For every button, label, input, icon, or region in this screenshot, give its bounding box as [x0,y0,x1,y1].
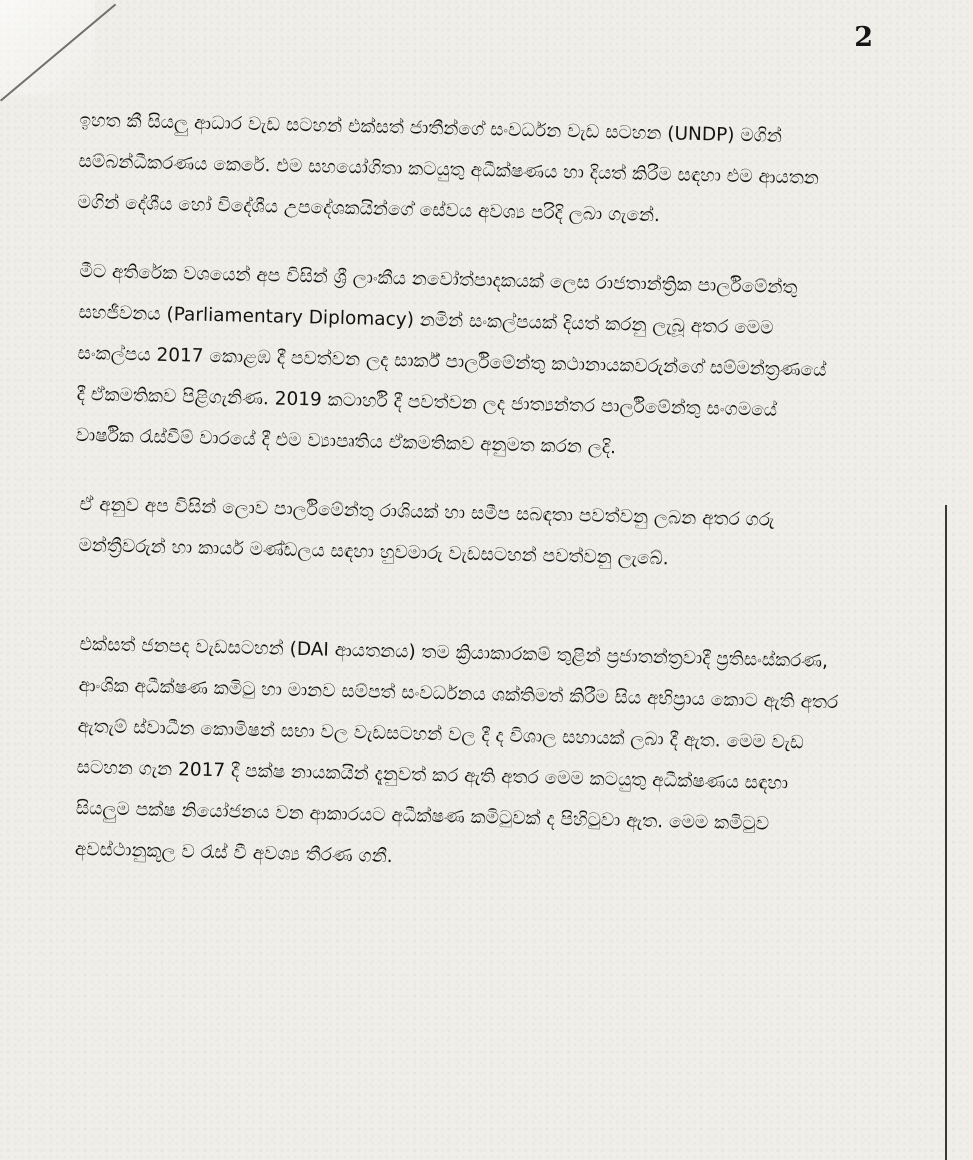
paragraph-undp: ඉහත කී සියලු ආධාර වැඩ සටහන් එක්සත් ජාතීන්ගේ සංවර්ධන වැඩ සටහන (UNDP) මගින් සම්බන්ධීකරණය කෙරේ. එම සහයෝගිතා කටයුතු අධීක්ෂණය හා දියත් කිරීම සඳහා එම ආයතන මගින් දේශීය හෝ විදේශීය උපදේශකයින්ගේ සේවය අවශ්‍ය පරිදි ලබා ගැනේ. [77,109,820,227]
paragraph-exchange-programs: ඒ අනුව අප විසින් ලොව පාර්ලිමේන්තු රාශියක් හා සමීප සබඳතා පවත්වනු ලබන අතර ගරු මන්ත්‍රීවරුන් හා කාර්ය මණ්ඩලය සඳහා හුවමාරු වැඩසටහන් පවත්වනු ලැබේ. [78,493,775,570]
document-body [74,100,840,898]
page-edge-line [945,505,947,1160]
page-number: 2 [854,22,873,53]
paragraph-parliamentary-diplomacy: මීට අතිරේක වශයෙන් අප විසින් ශ්‍රී ලාංකීය නවෝත්පාදකයක් ලෙස රාජතාන්ත්‍රික පාර්ලිමේන්තු සහජීවනය (Parliamentary Diplomacy) නමින් සංකල්පයක් දියත් කරනු ලැබූ අතර මෙම සංකල්පය 2017 කොළඹ දී පවත්වන ලද සාර්ක් පාර්ලිමේන්තු කථානායකවරුන්ගේ සම්මන්ත්‍රණයේ දී ඒකමතිකව පිළිගැනිණ. 2019 කටාර්හි දී පවත්වන ලද ජාත්‍යන්තර පාර්ලිමේන්තු සංගමයේ වාර්ෂික රැස්වීම් වාරයේ දී එම ව්‍යාපෘතිය ඒකමතිකව අනුමත කරන ලදි. [75,260,827,459]
paragraph-dai-programme: එක්සත් ජනපද වැඩසටහන් (DAI ආයතනය) තම ක්‍රියාකාරකම් තුළින් ප්‍රජාතන්ත්‍රවාදී ප්‍රතිසංස්කරණ, ආංශික අධීක්ෂණ කමිටු හා මානව සම්පත් සංවර්ධනය ශක්තිමත් කිරීම සිය අභිප්‍රාය කොට ඇති අතර ඇතැම් ස්වාධීන කොමිෂන් සභා වල වැඩසටහන් වල දී ද විශාල සහායක් ලබා දී ඇත. මෙම වැඩ සටහන ගැන 2017 දී පක්ෂ නායකයින් දැනුවත් කර ඇති අතර මෙම කටයුතු අධීක්ෂණය සඳහා සියලුම පක්ෂ නියෝජනය වන ආකාරයට අධීක්ෂණ කමිටුවක් ද පිහිටුවා ඇත. මෙම කමිටුව අවස්ථානුකූල ව රැස් වී අවශ්‍ය තීරණ ගනී. [74,633,839,868]
page-fold-shadow [0,0,95,95]
